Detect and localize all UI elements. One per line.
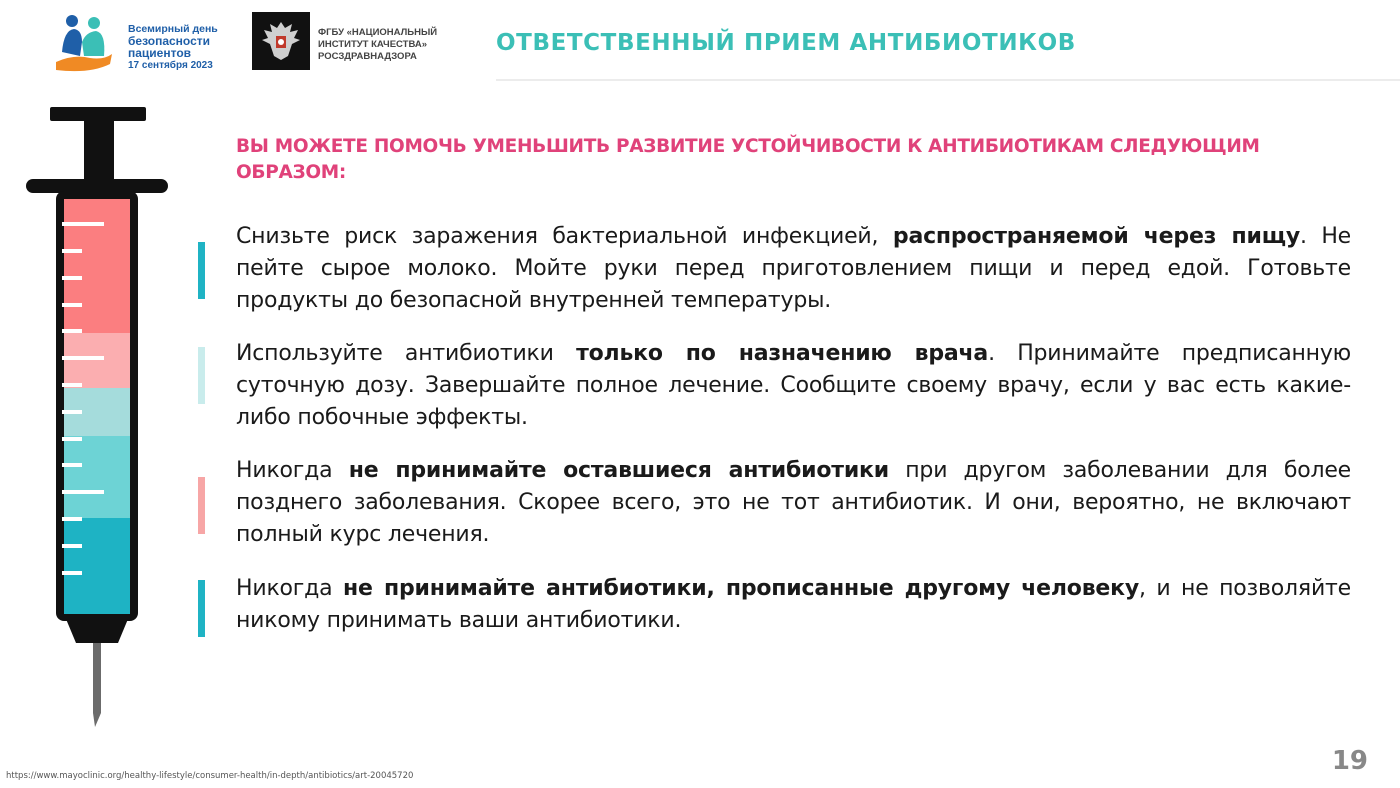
paragraph-food-safety — [236, 221, 1351, 317]
institute-line2: ИНСТИТУТ КАЧЕСТВА» — [318, 39, 428, 50]
institute-line3: РОСЗДРАВНАДЗОРА — [318, 51, 417, 62]
paragraph-others-prescription — [236, 573, 1351, 637]
paragraph-text: Снизьте риск заражения бактериальной инфекцией, — [236, 224, 893, 249]
event-logo-date: 17 сентября 2023 — [128, 60, 213, 71]
paragraph-leftover-antibiotics — [236, 455, 1351, 551]
page-title: ОТВЕТСТВЕННЫЙ ПРИЕМ АНТИБИОТИКОВ — [496, 30, 1076, 56]
paragraph-marker — [198, 580, 205, 637]
event-logo-line2: безопасности — [128, 34, 211, 48]
paragraph-text: Никогда — [236, 576, 343, 601]
people-hands-icon — [54, 12, 126, 76]
double-headed-eagle-emblem-icon — [252, 12, 310, 70]
paragraph-emphasis: не принимайте оставшиеся антибиотики — [348, 458, 889, 483]
page-number: 19 — [1331, 746, 1368, 776]
world-patient-safety-day-logo — [54, 12, 234, 76]
paragraph-emphasis: распространяемой через пищу — [892, 224, 1300, 249]
event-logo-line3: пациентов — [128, 46, 192, 60]
section-subtitle: ВЫ МОЖЕТЕ ПОМОЧЬ УМЕНЬШИТЬ РАЗВИТИЕ УСТОЙЧИВОСТИ К АНТИБИОТИКАМ СЛЕДУЮЩИМ ОБРАЗОМ: — [236, 136, 1260, 183]
syringe-icon — [22, 105, 172, 730]
paragraph-prescription-only — [236, 338, 1351, 434]
institute-line1: ФГБУ «НАЦИОНАЛЬНЫЙ — [318, 27, 438, 38]
institute-name — [318, 27, 437, 63]
paragraph-text: . Не пейте сырое молоко. Мойте руки перед приготовлением пищи и перед едой. Готовьте продукты до безопасной внутренней температуры. — [236, 224, 1352, 313]
paragraph-text: при другом заболевании для более позднего заболевания. Скорее всего, это не тот антибиотик. И они, вероятно, не включают полный курс лечения. — [236, 458, 1351, 547]
paragraph-text: , и не позволяйте никому принимать ваши антибиотики. — [236, 576, 1351, 633]
paragraph-marker — [198, 347, 205, 404]
paragraph-marker — [198, 242, 205, 299]
paragraph-emphasis: только по назначению врача — [576, 341, 989, 366]
paragraph-emphasis: не принимайте антибиотики, прописанные другому человеку — [343, 576, 1140, 601]
header-divider — [496, 79, 1400, 81]
paragraph-text: . Принимайте предписанную суточную дозу. Завершайте полное лечение. Сообщите своему врачу, если у вас есть какие-либо побочные эффекты. — [236, 341, 1352, 430]
paragraph-text: Используйте антибиотики — [236, 341, 577, 366]
event-logo-line1: Всемирный день — [128, 23, 218, 35]
source-url: https://www.mayoclinic.org/healthy-lifestyle/consumer-health/in-depth/antibiotics/art-20045720 — [6, 771, 414, 781]
paragraph-text: Никогда — [236, 458, 349, 483]
paragraph-marker — [198, 477, 205, 534]
